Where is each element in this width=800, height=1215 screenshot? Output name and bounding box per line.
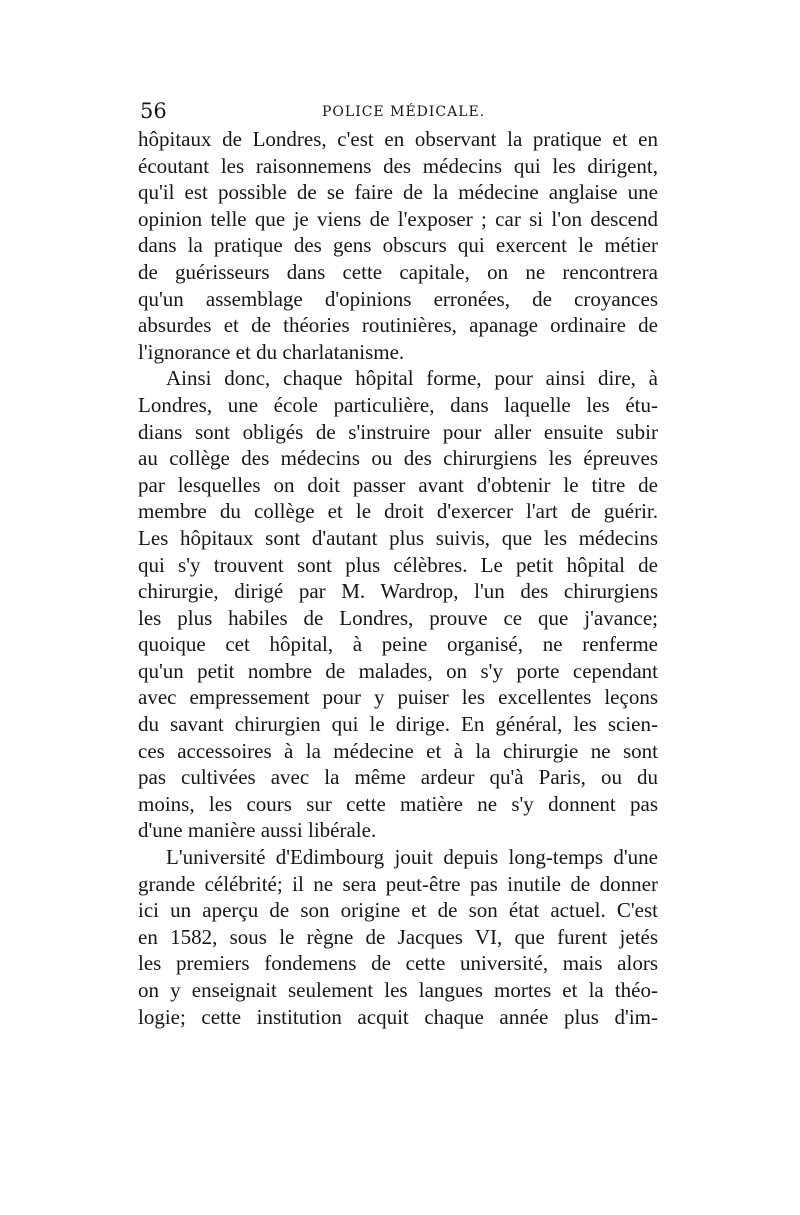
text-line: dans la pratique des gens obscurs qui exercent le métier [138,233,658,258]
text-line: on y enseignait seulement les langues mortes et la théo- [138,978,658,1002]
text-line: Londres, une école particulière, dans laquelle les étu- [138,392,658,417]
text-line: Ainsi donc, chaque hôpital forme, pour ainsi dire, à [166,366,658,391]
text-line: qui s'y trouvent sont plus célèbres. Le petit hôpital de [138,552,658,577]
text-line: chirurgie, dirigé par M. Wardrop, l'un des chirurgiens [138,579,658,604]
text-line: quoique cet hôpital, à peine organisé, ne renferme [138,632,658,657]
text-line: les plus habiles de Londres, prouve ce que j'avance; [138,605,658,630]
text-line: logie; cette institution acquit chaque année plus d'im- [138,1004,658,1029]
text-line: opinion telle que je viens de l'exposer ; car si l'on descend [138,206,658,231]
text-line: qu'un petit nombre de malades, on s'y porte cependant [138,658,658,683]
body-text [138,126,658,1030]
text-line: membre du collège et le droit d'exercer l'art de guérir. [138,499,658,524]
text-line: grande célébrité; il ne sera peut-être pas inutile de donner [138,871,658,896]
text-line: par lesquelles on doit passer avant d'obtenir le titre de [138,472,658,497]
text-line: ici un aperçu de son origine et de son état actuel. C'est [138,898,658,923]
text-line: qu'un assemblage d'opinions erronées, de croyances [138,286,658,311]
text-line: en 1582, sous le règne de Jacques VI, que furent jetés [138,924,658,949]
text-line: pas cultivées avec la même ardeur qu'à Paris, ou du [138,765,658,790]
page-number: 56 [140,99,167,123]
running-title: POLICE MÉDICALE. [322,104,486,120]
text-line: moins, les cours sur cette matière ne s'y donnent pas [138,791,658,816]
text-line: d'une manière aussi libérale. [138,818,377,843]
page-header [140,98,660,124]
text-line: hôpitaux de Londres, c'est en observant la pratique et en [138,127,658,151]
text-line: de guérisseurs dans cette capitale, on ne rencontrera [138,259,658,284]
text-line: ces accessoires à la médecine et à la chirurgie ne sont [138,738,658,763]
text-line: du savant chirurgien qui le dirige. En général, les scien- [138,712,658,737]
text-line: absurdes et de théories routinières, apanage ordinaire de [138,313,658,338]
text-line: qu'il est possible de se faire de la médecine anglaise une [138,180,658,205]
text-line: L'université d'Edimbourg jouit depuis long-temps d'une [166,845,658,870]
text-line: dians sont obligés de s'instruire pour aller ensuite subir [138,419,658,444]
text-line: l'ignorance et du charlatanisme. [138,339,405,364]
text-line: Les hôpitaux sont d'autant plus suivis, que les médecins [138,525,658,550]
text-line: au collège des médecins ou des chirurgiens les épreuves [138,446,658,471]
text-line: avec empressement pour y puiser les excellentes leçons [138,685,658,710]
text-line: les premiers fondemens de cette université, mais alors [138,951,658,976]
text-line: écoutant les raisonnemens des médecins qui les dirigent, [138,153,658,178]
